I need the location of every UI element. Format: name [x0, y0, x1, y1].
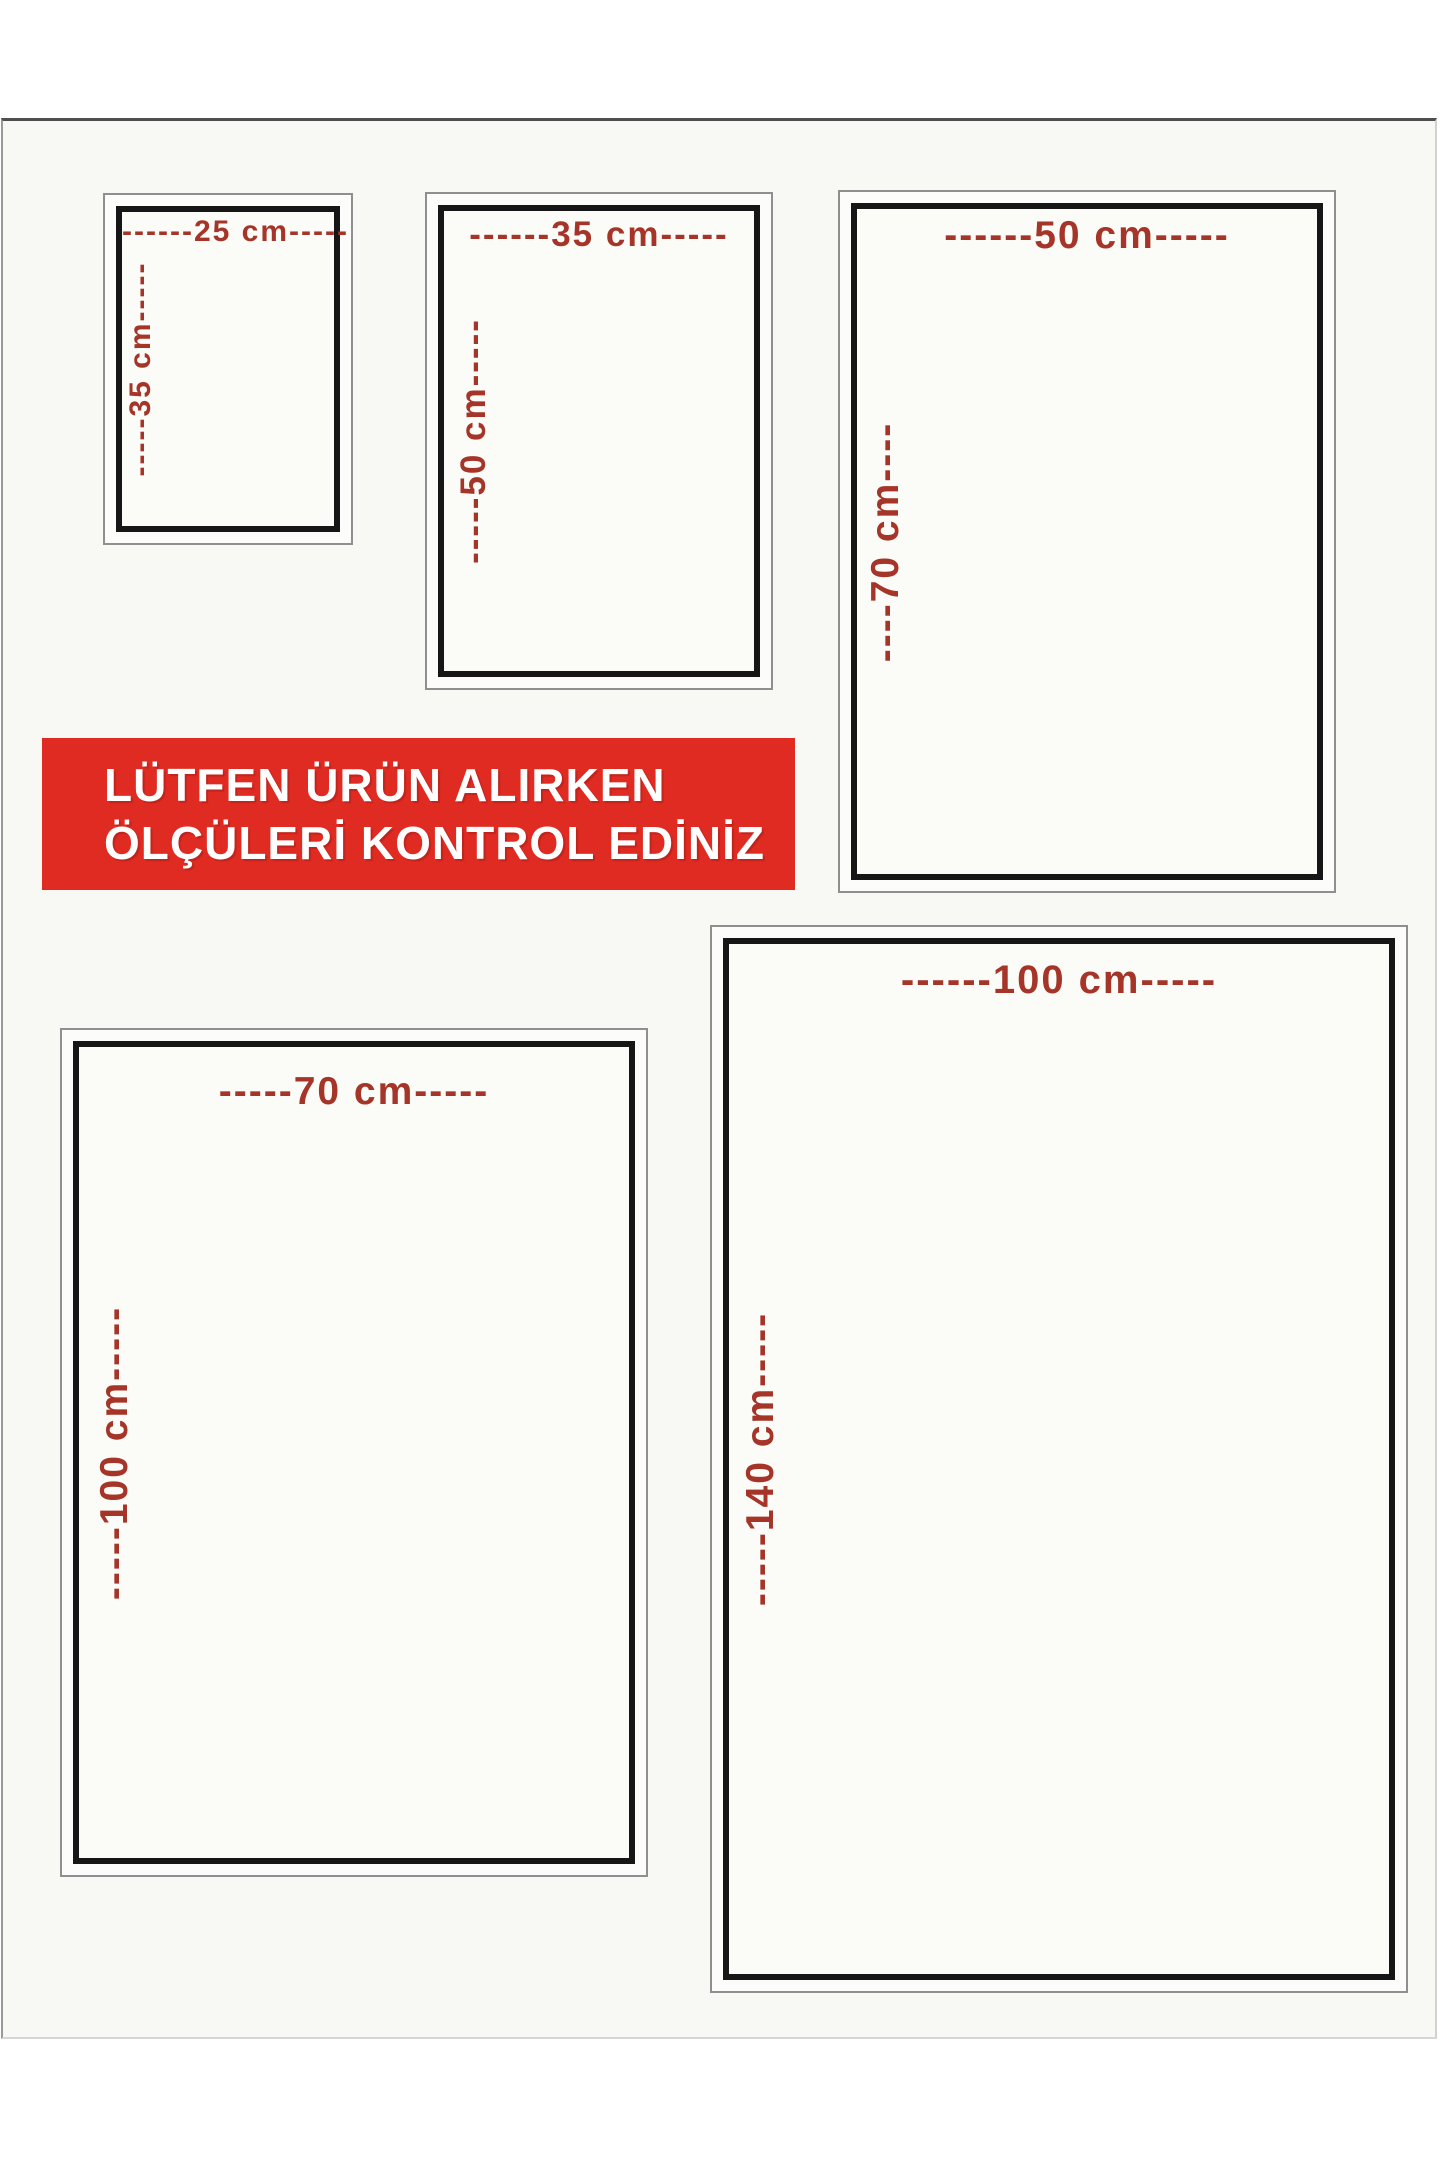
size-box-25x35	[103, 193, 353, 545]
size-box-100x140	[710, 925, 1408, 1993]
size-box-35x50-frame	[438, 205, 760, 677]
size-box-50x70-frame	[851, 203, 1323, 880]
size-box-70x100-frame	[73, 1041, 635, 1864]
width-dimension-label: ------50 cm-----	[944, 214, 1230, 257]
width-dimension-label: -----70 cm-----	[218, 1070, 490, 1113]
height-dimension-label: -----35 cm-----	[124, 261, 157, 477]
size-box-35x50	[425, 192, 773, 690]
height-dimension-label: -----50 cm-----	[454, 318, 493, 564]
width-dimension-label: ------100 cm-----	[900, 958, 1218, 1002]
height-dimension-label: -----100 cm-----	[93, 1305, 136, 1600]
size-box-70x100	[60, 1028, 648, 1877]
warning-banner-line2: ÖLÇÜLERİ KONTROL EDİNİZ	[104, 817, 766, 869]
size-box-25x35-frame	[116, 206, 349, 532]
size-box-100x140-frame	[723, 938, 1395, 1980]
width-dimension-label: ------25 cm-----	[122, 215, 349, 248]
warning-banner-line1: LÜTFEN ÜRÜN ALIRKEN	[104, 759, 666, 811]
size-box-50x70	[838, 190, 1336, 893]
height-dimension-label: ----70 cm----	[864, 421, 907, 662]
height-dimension-label: -----140 cm-----	[739, 1311, 782, 1607]
warning-banner	[42, 738, 795, 890]
width-dimension-label: ------35 cm-----	[469, 215, 729, 254]
